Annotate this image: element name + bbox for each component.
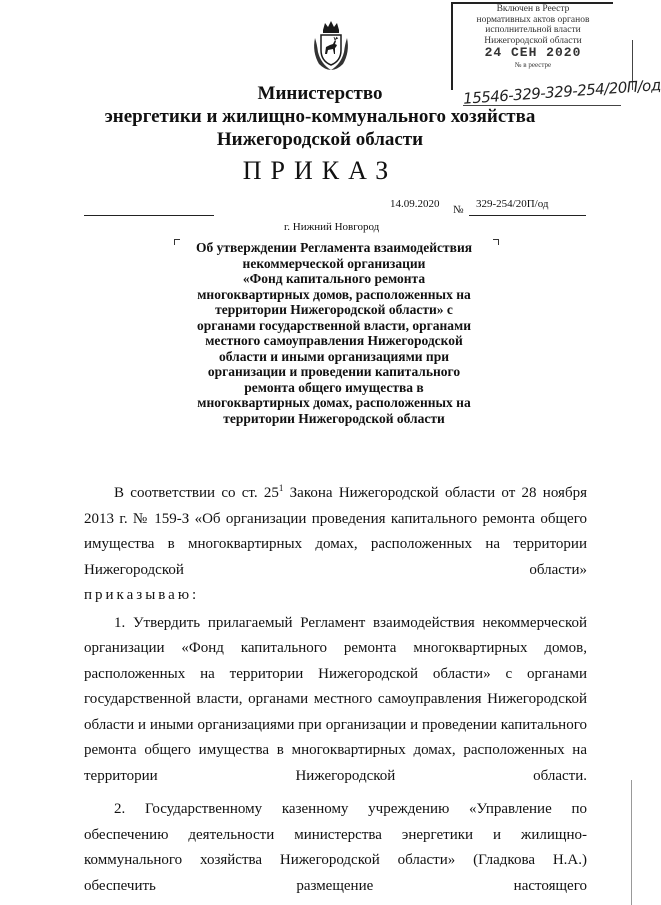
subject-line: Об утверждении Регламента взаимодействия — [195, 240, 473, 255]
scan-edge-line — [631, 780, 632, 905]
ministry-name-line-1: Министерство — [257, 83, 383, 104]
subject-line: органами государственной власти, органами — [197, 317, 471, 333]
city-name: г. Нижний Новгород — [284, 221, 380, 233]
subject-line: территории Нижегородской области — [223, 410, 445, 426]
subject-line: некоммерческой организации — [242, 255, 426, 271]
preamble-paragraph — [84, 476, 587, 583]
orders-word: приказываю: — [84, 587, 200, 603]
stamp-line-4: Нижегородской области — [484, 35, 582, 46]
subject-line: области и иными организациями при — [218, 348, 449, 364]
number-underline — [469, 215, 586, 216]
subject-line: местного самоуправления Нижегородской — [205, 333, 463, 348]
order-subject — [174, 240, 494, 426]
registry-stamp — [451, 2, 613, 90]
ministry-name-line-2: энергетики и жилищно-коммунального хозяйства — [104, 106, 536, 127]
stamp-line-3: исполнительной власти — [485, 25, 581, 35]
subject-line: многоквартирных домов, расположенных на — [197, 286, 471, 302]
ministry-name-line-3: Нижегородской области — [216, 129, 424, 150]
subject-line: организации и проведении капитального — [207, 364, 461, 379]
subject-line: многоквартирных домах, расположенных на — [197, 395, 471, 410]
article-superscript: 1 — [278, 483, 284, 493]
order-date: 14.09.2020 — [390, 198, 440, 210]
stamp-handwritten-number: 15546-329-329-254/20П/од — [462, 76, 661, 108]
subject-line: территории Нижегородской области» с — [215, 302, 453, 317]
subject-line: ремонта общего имущества в — [244, 379, 424, 395]
stamp-line-2: нормативных актов органов — [476, 14, 590, 25]
document-title: ПРИКАЗ — [242, 156, 398, 185]
stamp-registry-label: № в реестре — [514, 60, 552, 69]
order-item-2: 2. Государственному казенному учреждению «Управление по обеспечению деятельности министерства энергетики и жилищно-коммунального хозяйства Нижегородской области» (Гладкова Н.А.) обеспечить размещение настоящего — [84, 801, 587, 894]
order-number: 329-254/20П/од — [476, 198, 549, 210]
coat-of-arms-icon — [311, 20, 351, 72]
preamble-text-a: В соответствии со ст. 25 — [114, 485, 279, 501]
date-underline-left — [84, 215, 214, 216]
order-item-1: 1. Утвердить прилагаемый Регламент взаимодействия некоммерческой организации «Фонд капитального ремонта многоквартирных домов, расположенных на территории Нижегородской области» с органами государственной власти, органами местного самоуправления Нижегородской области и иными организациями при организации и проведении капитального ремонта общего имущества в многоквартирных домах, расположенных на территории Нижегородской области. — [84, 614, 587, 784]
document-body — [84, 476, 587, 899]
subject-line: «Фонд капитального ремонта — [242, 271, 426, 286]
stamp-date: 24 СЕН 2020 — [484, 45, 582, 60]
stamp-line-1: Включен в Реестр — [496, 4, 570, 14]
preamble-text-b: Закона Нижегородской области от 28 ноября 2013 г. № 159-З «Об организации проведения капитального ремонта общего имущества в многоквартирных домах, расположенных на территории Нижегородской области» — [84, 485, 587, 578]
number-sign: № — [453, 204, 464, 216]
